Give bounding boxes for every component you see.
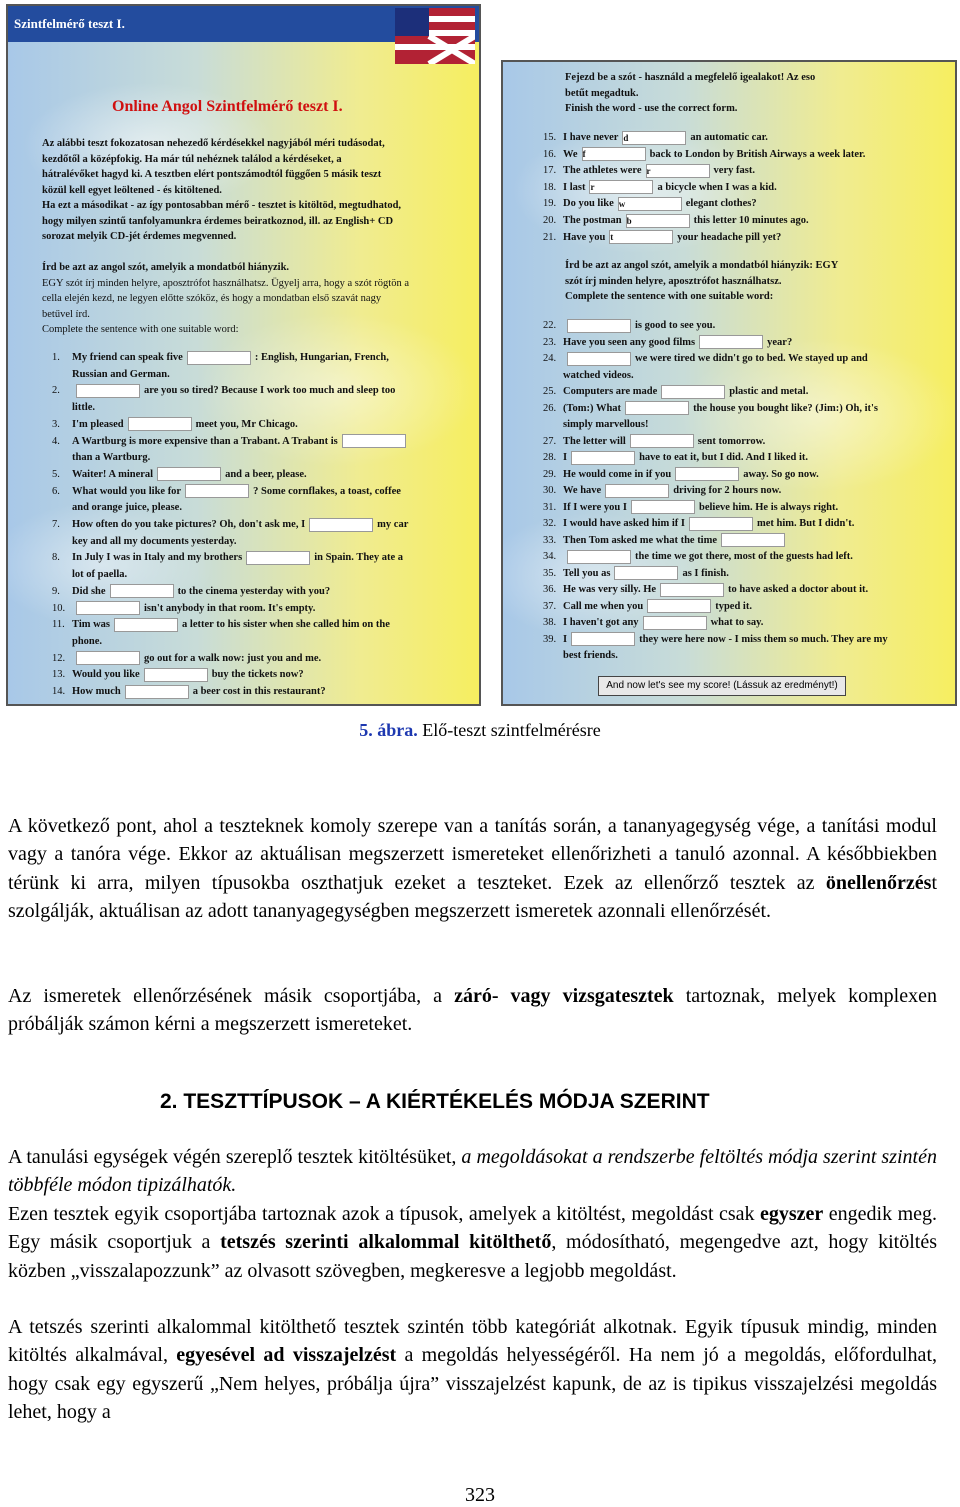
instruction-line: Írd be azt az angol szót, amelyik a mondatból hiányzik: EGY <box>565 260 839 271</box>
question-row <box>52 383 395 399</box>
question-number: 10. <box>52 602 66 614</box>
question-number: 13. <box>52 669 66 681</box>
question-number: 23. <box>543 336 557 348</box>
question-text: What would you like for <box>72 485 182 497</box>
question-number: 12. <box>52 652 66 664</box>
question-row <box>543 615 763 631</box>
question-number: 11. <box>52 619 65 631</box>
question-text: We have <box>563 485 602 496</box>
question-row <box>543 500 838 516</box>
question-number: 39. <box>543 633 557 645</box>
question-row <box>52 651 321 667</box>
test-title: Online Angol Szintfelmérő teszt I. <box>112 98 343 115</box>
question-row <box>52 684 326 700</box>
question-row <box>52 484 401 500</box>
instruction-line: Finish the word - use the correct form. <box>565 103 738 114</box>
question-text: A Wartburg is more expensive than a Trabant. A Trabant is <box>72 435 338 447</box>
question-text: sent tomorrow. <box>697 435 766 447</box>
question-text: Did she <box>72 585 106 597</box>
question-text: isn't anybody in that room. It's empty. <box>144 602 316 614</box>
question-text: back to London by British Airways a week later. <box>649 148 866 160</box>
answer-input[interactable] <box>571 451 635 465</box>
question-continuation: little. <box>72 402 96 414</box>
question-row <box>543 230 781 246</box>
question-row <box>52 550 403 566</box>
question-number: 36. <box>543 584 557 595</box>
section-instructions-2 <box>565 258 838 305</box>
question-row <box>52 417 298 433</box>
section-heading: 2. TESZTTÍPUSOK – A KIÉRTÉKELÉS MÓDJA SZERINT <box>160 1090 710 1113</box>
answer-input[interactable]: w <box>618 197 682 211</box>
question-number: 22. <box>543 320 557 331</box>
question-continuation: phone. <box>72 635 103 647</box>
answer-input[interactable] <box>614 566 678 580</box>
intro-line: Ha ezt a másodikat - az így pontosabban mérő - tesztet is kitöltöd, megtudhatod, <box>42 200 402 211</box>
question-text: to have asked a doctor about it. <box>728 584 869 595</box>
question-row <box>52 617 390 633</box>
question-number: 17. <box>543 165 557 177</box>
question-row <box>543 434 765 450</box>
question-text: believe him. He is always right. <box>698 501 839 513</box>
question-continuation: and orange juice, please. <box>72 502 182 514</box>
question-number: 14. <box>52 686 66 697</box>
instruction-line: szót írj minden helyre, aposztrófot használhatsz. <box>565 275 782 287</box>
question-text: the time we got there, most of the guests had left. <box>635 551 853 562</box>
question-row <box>52 584 330 600</box>
intro-text <box>42 136 401 245</box>
question-row <box>543 163 755 179</box>
question-row <box>543 533 789 549</box>
question-text: met him. But I didn't. <box>756 518 855 529</box>
question-text: Computers are made <box>563 386 658 397</box>
instruction-line: Írd be azt az angol szót, amelyik a mondatból hiányzik. <box>42 262 290 273</box>
question-text: I last <box>563 181 586 193</box>
question-row <box>543 318 715 334</box>
answer-input[interactable]: r <box>646 164 710 178</box>
question-text: Do you like <box>563 198 614 210</box>
question-text: this letter 10 minutes ago. <box>693 215 809 226</box>
section-instructions <box>565 70 815 117</box>
paragraph-5: A tetszés szerinti alkalommal kitölthető tesztek szintén több kategóriát alkotnak. Egyik típusuk mindig, minden kitöltés alkalmával, egyesével ad visszajelzést a megoldás helyességéről. Ha nem jó a megoldás, előfordulhat, hogy csak egy egyszerű „Nem helyes, próbálja újra” visszajelzést kapunk, de az is tipikus visszajelzési megoldás lehet, hogy a <box>8 1316 937 1423</box>
question-text: He was very silly. He <box>563 584 657 595</box>
question-text: I'm pleased <box>72 418 124 430</box>
answer-input[interactable]: t <box>609 230 673 244</box>
score-button[interactable]: And now let's see my score! (Lássuk az eredményt!) <box>598 676 846 696</box>
question-text: meet you, Mr Chicago. <box>195 418 298 430</box>
question-row <box>543 180 777 196</box>
answer-input[interactable] <box>342 434 406 448</box>
question-text: plastic and metal. <box>729 386 809 397</box>
answer-input[interactable] <box>114 618 178 632</box>
question-text: The postman <box>563 215 622 226</box>
answer-input[interactable] <box>699 335 763 349</box>
answer-input[interactable]: d <box>622 131 686 145</box>
figure-caption <box>0 720 960 741</box>
uk-us-flag-icon <box>395 8 475 64</box>
answer-input[interactable] <box>631 500 695 514</box>
instruction-line: Complete the sentence with one suitable word: <box>42 324 239 335</box>
question-number: 2. <box>52 385 60 397</box>
question-text: How much <box>72 686 121 697</box>
question-row <box>543 582 868 598</box>
figure-label: 5. ábra. <box>359 720 418 740</box>
question-number: 15. <box>543 132 557 143</box>
instruction-line: cella elején kezd, ne legyen előtte szóköz, és hogy a mondatban első szavát nagy <box>42 293 382 304</box>
question-number: 27. <box>543 435 557 447</box>
question-text: ? Some cornflakes, a toast, coffee <box>253 485 401 497</box>
question-text: : English, Hungarian, French, <box>254 352 389 363</box>
question-number: 20. <box>543 215 557 226</box>
answer-input[interactable] <box>76 651 140 665</box>
question-row <box>543 566 729 582</box>
answer-input[interactable] <box>660 583 724 597</box>
intro-line: kezdőtől a középfokig. Ha már túl nehéznek találod a kérdéseket, a <box>42 153 342 165</box>
question-number: 26. <box>543 402 557 414</box>
question-text: Would you like <box>72 669 140 681</box>
question-number: 16. <box>543 148 557 160</box>
answer-input[interactable] <box>571 632 635 646</box>
intro-line: közül kell egyet leöltened - és kitöltened. <box>42 184 222 196</box>
answer-input[interactable] <box>157 467 221 481</box>
question-number: 35. <box>543 567 557 579</box>
figure-caption-text: Elő-teszt szintfelmérésre <box>417 720 601 740</box>
question-number: 5. <box>52 468 60 480</box>
intro-line: hátralévőket hagyd ki. A tesztben elért pontszámodtól függően 5 másik teszt <box>42 169 382 180</box>
question-number: 37. <box>543 600 557 612</box>
answer-input[interactable]: r <box>589 180 653 194</box>
answer-input[interactable] <box>625 401 689 415</box>
question-text: in Spain. They ate a <box>314 552 403 564</box>
question-number: 3. <box>52 418 60 430</box>
answer-input[interactable] <box>76 384 140 398</box>
question-text: we were tired we didn't go to bed. We stayed up and <box>635 353 868 364</box>
question-text: How often do you take pictures? Oh, don't ask me, I <box>72 519 306 530</box>
window-title: Szintfelmérő teszt I. <box>8 6 479 42</box>
question-number: 9. <box>52 585 60 597</box>
question-continuation: lot of paella. <box>72 569 128 581</box>
question-number: 8. <box>52 552 60 564</box>
question-text: away. So go now. <box>743 468 819 480</box>
instruction-line: Fejezd be a szót - használd a megfelelő igealakot! Az eso <box>565 72 816 83</box>
instruction-line: Complete the sentence with one suitable word: <box>565 291 774 302</box>
instruction-line: betűt megadtuk. <box>565 87 639 99</box>
question-text: typed it. <box>715 600 752 612</box>
question-text: my car <box>377 519 409 530</box>
question-row <box>52 350 389 366</box>
answer-input[interactable] <box>675 467 739 481</box>
question-text: Waiter! A mineral <box>72 468 154 480</box>
answer-input[interactable] <box>567 550 631 564</box>
question-number: 1. <box>52 352 60 363</box>
answer-input[interactable] <box>187 351 251 365</box>
question-text: a beer cost in this restaurant? <box>192 686 326 697</box>
question-text: year? <box>767 336 793 348</box>
question-text: He would come in if you <box>563 468 672 480</box>
question-continuation: best friends. <box>563 650 618 661</box>
question-text: I <box>563 633 568 645</box>
left-test-screenshot <box>6 4 481 706</box>
question-row <box>52 667 304 683</box>
question-number: 34. <box>543 551 557 562</box>
question-text: The athletes were <box>563 165 642 177</box>
question-row <box>543 632 888 648</box>
answer-input[interactable] <box>647 599 711 613</box>
paragraph-1: A következő pont, ahol a teszteknek komoly szerepe van a tanítás során, a tananyagegység vége, a tanítási modul vagy a tanóra vége. Ekkor az aktuálisan megszerzett ismereteket ellenőrizheti a tanuló azonnal. A későbbiekben térünk ki arra, milyen típusokba oszthatjuk ezeket a teszteket. Ezek az ellenőrző tesztek az önellenőrzést szolgálják, aktuálisan az adott tananyagegységben megszerzett ismeretek azonnali ellenőrzését. <box>8 815 937 922</box>
instruction-line: betűvel írd. <box>42 308 90 320</box>
question-row <box>543 335 792 351</box>
answer-input[interactable] <box>605 484 669 498</box>
question-text: My friend can speak five <box>72 352 183 363</box>
question-number: 4. <box>52 435 60 447</box>
instructions <box>42 260 409 338</box>
question-row <box>52 601 315 617</box>
answer-input[interactable] <box>246 551 310 565</box>
question-continuation: watched videos. <box>563 369 634 381</box>
question-row <box>52 517 408 533</box>
question-row <box>543 130 768 146</box>
question-number: 24. <box>543 353 557 364</box>
question-number: 19. <box>543 198 557 210</box>
intro-line: Az alábbi teszt fokozatosan nehezedő kérdésekkel nagyjából méri tudásodat, <box>42 138 385 149</box>
question-text: buy the tickets now? <box>211 669 304 681</box>
question-row <box>543 401 878 417</box>
question-number: 18. <box>543 181 557 193</box>
question-row <box>52 434 410 450</box>
question-row <box>543 147 865 163</box>
answer-input[interactable] <box>567 319 631 333</box>
answer-input[interactable] <box>309 518 373 532</box>
question-number: 38. <box>543 617 557 628</box>
question-text: Tim was <box>72 619 111 631</box>
question-continuation: than a Wartburg. <box>72 452 151 464</box>
answer-input[interactable] <box>125 685 189 699</box>
question-text: they were here now - I miss them so much. They are my <box>639 633 888 645</box>
question-text: We <box>563 148 578 160</box>
question-number: 28. <box>543 452 557 463</box>
answer-input[interactable] <box>110 584 174 598</box>
question-text: to the cinema yesterday with you? <box>177 585 331 597</box>
right-test-screenshot <box>501 60 957 706</box>
page-number: 323 <box>465 1484 495 1506</box>
question-row <box>543 516 854 532</box>
question-text: I have never <box>563 132 619 143</box>
question-continuation: Russian and German. <box>72 368 170 380</box>
answer-input[interactable]: b <box>626 214 690 228</box>
question-text: what to say. <box>710 617 764 628</box>
question-row <box>543 196 757 212</box>
question-text: is good to see you. <box>635 320 716 331</box>
question-text: Then Tom asked me what the time <box>563 534 718 546</box>
question-number: 32. <box>543 518 557 529</box>
question-text: go out for a walk now: just you and me. <box>144 652 322 664</box>
question-row <box>543 483 781 499</box>
question-text: your headache pill yet? <box>677 231 782 243</box>
question-text: I haven't got any <box>563 617 639 628</box>
answer-input[interactable] <box>76 601 140 615</box>
question-row <box>543 599 752 615</box>
question-row <box>543 549 853 565</box>
answer-input[interactable] <box>128 417 192 431</box>
question-text: I <box>563 452 568 463</box>
question-continuation: key and all my documents yesterday. <box>72 535 237 547</box>
question-text: an automatic car. <box>690 132 768 143</box>
question-row <box>543 213 809 229</box>
paragraph-3: A tanulási egységek végén szereplő tesztek kitöltésüket, a megoldásokat a rendszerbe feltöltés módja szerint szintén többféle módon tipizálhatók. <box>8 1146 937 1197</box>
question-text: the house you bought like? (Jim:) Oh, it's <box>693 402 879 414</box>
question-text: a bicycle when I was a kid. <box>657 181 777 193</box>
question-row <box>543 467 819 483</box>
answer-input[interactable] <box>643 616 707 630</box>
question-number: 21. <box>543 231 557 243</box>
answer-input[interactable] <box>661 385 725 399</box>
question-continuation: simply marvellous! <box>563 419 649 430</box>
question-number: 25. <box>543 386 557 397</box>
question-number: 7. <box>52 519 60 530</box>
question-text: very fast. <box>713 165 755 177</box>
question-text: I would have asked him if I <box>563 518 685 529</box>
answer-input[interactable]: f <box>582 147 646 161</box>
intro-line: sorozat melyik CD-jét érdemes megvenned. <box>42 231 237 242</box>
question-text: Tell you as <box>563 567 611 579</box>
question-text: a letter to his sister when she called him on the <box>182 619 390 631</box>
answer-input[interactable] <box>185 484 249 498</box>
question-text: elegant clothes? <box>685 198 757 210</box>
paragraph-4: Ezen tesztek egyik csoportjába tartoznak azok a típusok, amelyek a kitöltést, megoldást csak egyszer engedik meg. Egy másik csoportjuk a tetszés szerinti alkalommal kitölthető, módosítható, megengedve azt, hogy kitöltés közben „visszalapozzunk” az olvasott szövegben, megkeresve a legjobb megoldást. <box>8 1203 938 1282</box>
question-number: 6. <box>52 485 60 497</box>
question-row <box>543 450 808 466</box>
question-text: If I were you I <box>563 501 627 513</box>
answer-input[interactable] <box>567 352 631 366</box>
question-number: 33. <box>543 534 557 546</box>
question-text: as I finish. <box>682 567 729 579</box>
question-text: Have you seen any good films <box>563 336 696 348</box>
intro-line: hogy milyen szintű tanfolyamunkra érdemes beiratkoznod, ill. az English+ CD <box>42 215 394 227</box>
answer-input[interactable] <box>144 668 208 682</box>
question-text: In July I was in Italy and my brothers <box>72 552 243 564</box>
answer-input[interactable] <box>689 517 753 531</box>
question-text: have to eat it, but I did. And I liked it. <box>639 452 809 463</box>
question-row <box>52 467 307 483</box>
answer-input[interactable] <box>721 533 785 547</box>
instruction-line: EGY szót írj minden helyre, aposztrófot használhatsz. Ügyelj arra, hogy a szót rögtön a <box>42 277 409 289</box>
question-number: 31. <box>543 501 557 513</box>
question-row <box>543 384 808 400</box>
question-number: 29. <box>543 468 557 480</box>
paragraph-2: Az ismeretek ellenőrzésének másik csoportjába, a záró- vagy vizsgatesztek tartoznak, melyek komplexen próbálják számon kérni a megszerzett ismereteket. <box>8 985 937 1036</box>
question-text: Call me when you <box>563 600 644 612</box>
question-row <box>543 351 868 367</box>
answer-input[interactable] <box>630 434 694 448</box>
question-text: The letter will <box>563 435 626 447</box>
question-text: (Tom:) What <box>563 402 622 414</box>
question-number: 30. <box>543 485 557 496</box>
question-text: driving for 2 hours now. <box>673 485 782 496</box>
question-text: Have you <box>563 231 606 243</box>
question-text: are you so tired? Because I work too much and sleep too <box>144 385 396 397</box>
question-text: and a beer, please. <box>225 468 307 480</box>
